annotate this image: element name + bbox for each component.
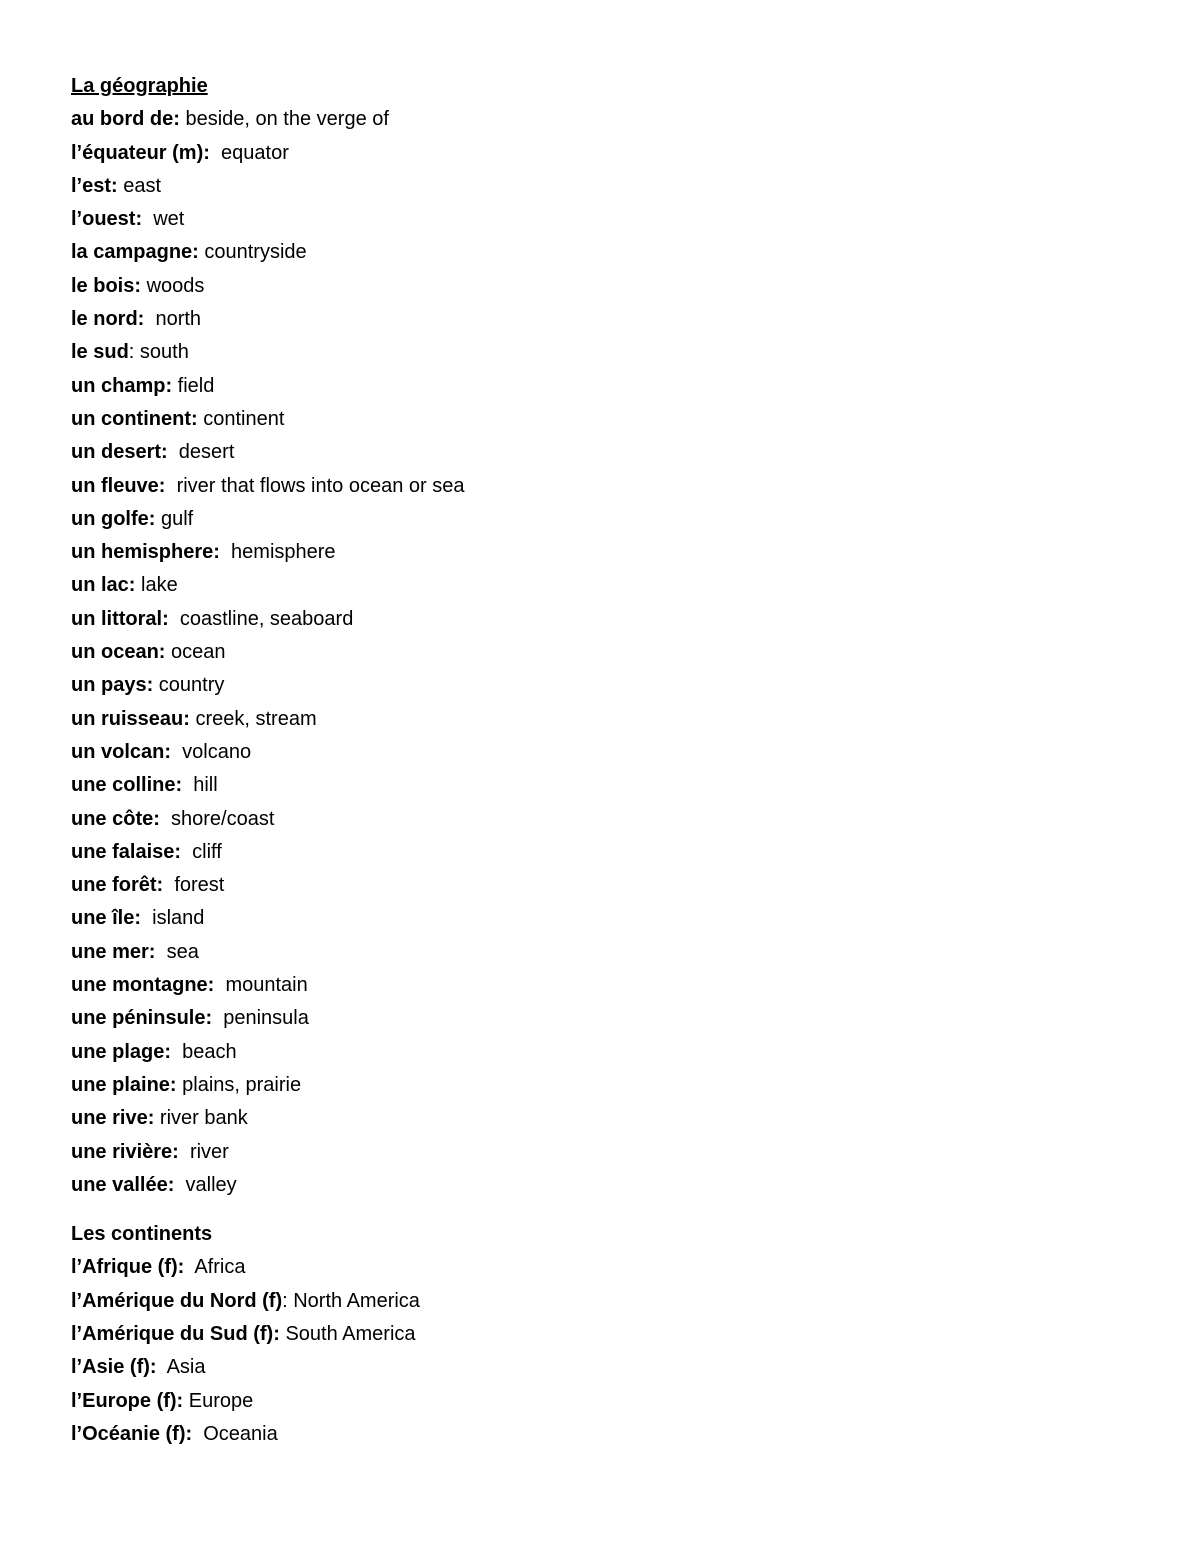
vocab-term: l’Afrique (f): [71, 1256, 185, 1279]
vocab-definition: wet [142, 208, 185, 231]
vocab-term: un golfe: [71, 507, 156, 530]
vocab-definition: Asia [156, 1356, 206, 1379]
vocab-term: un lac: [71, 574, 136, 597]
vocab-entry [71, 1418, 1131, 1451]
vocab-entry [71, 669, 1131, 702]
vocab-entry [71, 703, 1131, 736]
vocab-definition: creek, stream [189, 707, 317, 730]
section-spacer [71, 1202, 1131, 1218]
vocab-definition: Africa [184, 1256, 246, 1279]
vocab-term: une mer: [71, 940, 156, 963]
vocab-entry [71, 1385, 1131, 1418]
vocab-definition: island [141, 907, 205, 930]
vocab-definition: woods [141, 274, 205, 297]
vocab-definition: hemisphere [219, 541, 336, 564]
vocab-definition: field [172, 374, 215, 397]
vocab-term: une rivière: [71, 1140, 179, 1163]
vocab-term: l’Amérique du Nord (f) [71, 1289, 283, 1312]
vocab-entry [71, 1136, 1131, 1169]
vocab-definition: north [144, 308, 202, 331]
vocab-term: une rive: [71, 1107, 155, 1130]
vocab-entry [71, 902, 1131, 935]
vocab-definition: beach [171, 1040, 237, 1063]
vocab-term: une forêt: [71, 874, 164, 897]
vocab-term: un pays: [71, 674, 154, 697]
vocab-entry [71, 336, 1131, 369]
vocab-definition: east [117, 174, 162, 197]
vocab-entry [71, 236, 1131, 269]
vocab-term: l’Europe (f): [71, 1389, 184, 1412]
vocab-entry [71, 1351, 1131, 1384]
vocab-term: une vallée: [71, 1173, 175, 1196]
vocab-entry [71, 569, 1131, 602]
vocab-entry [71, 1002, 1131, 1035]
vocab-term: un ocean: [71, 641, 166, 664]
vocab-term: l’équateur (m): [71, 141, 210, 164]
vocab-entry [71, 137, 1131, 170]
vocab-entry [71, 1036, 1131, 1069]
vocab-term: l’est: [71, 174, 118, 197]
vocab-term: un fleuve: [71, 474, 166, 497]
vocab-definition: South America [279, 1322, 416, 1345]
vocab-definition: beside, on the verge of [179, 108, 389, 131]
vocab-entry [71, 503, 1131, 536]
vocab-definition: gulf [155, 507, 194, 530]
vocab-definition: : south [128, 341, 189, 364]
vocab-entry [71, 470, 1131, 503]
vocab-definition: sea [155, 940, 199, 963]
vocab-definition: volcano [171, 740, 252, 763]
vocab-term: une montagne: [71, 974, 215, 997]
vocab-definition: river [178, 1140, 229, 1163]
vocab-entry [71, 603, 1131, 636]
vocab-term: un champ: [71, 374, 173, 397]
document-page [71, 70, 1131, 1451]
vocab-definition: ocean [165, 641, 226, 664]
vocab-entry [71, 636, 1131, 669]
vocab-entry [71, 1285, 1131, 1318]
vocab-term: un hemisphere: [71, 541, 220, 564]
vocab-definition: shore/coast [159, 807, 275, 830]
vocab-entry [71, 303, 1131, 336]
vocab-entry [71, 203, 1131, 236]
vocab-term: un desert: [71, 441, 168, 464]
vocab-definition: Europe [183, 1389, 254, 1412]
vocab-term: la campagne: [71, 241, 199, 264]
vocab-entry [71, 270, 1131, 303]
vocab-definition: valley [174, 1173, 237, 1196]
vocab-term: une falaise: [71, 840, 182, 863]
vocab-entry [71, 769, 1131, 802]
vocab-definition: cliff [181, 840, 222, 863]
vocab-term: un littoral: [71, 607, 169, 630]
vocab-definition: river bank [154, 1107, 248, 1130]
vocab-definition: coastline, seaboard [168, 607, 354, 630]
vocab-term: un volcan: [71, 740, 172, 763]
vocab-definition: country [153, 674, 225, 697]
vocab-list-continents [71, 1251, 1131, 1451]
vocab-term: un ruisseau: [71, 707, 190, 730]
section-title-geographie: La géographie [71, 75, 208, 97]
vocab-entry [71, 370, 1131, 403]
vocab-entry [71, 1169, 1131, 1202]
vocab-definition: : North America [282, 1289, 420, 1312]
vocab-entry [71, 103, 1131, 136]
vocab-list-geographie [71, 103, 1131, 1202]
vocab-definition: countryside [198, 241, 307, 264]
vocab-entry [71, 1251, 1131, 1284]
vocab-term: une plaine: [71, 1073, 177, 1096]
vocab-entry [71, 836, 1131, 869]
vocab-term: le bois: [71, 274, 142, 297]
vocab-entry [71, 969, 1131, 1002]
vocab-term: un continent: [71, 407, 198, 430]
vocab-term: une plage: [71, 1040, 172, 1063]
vocab-entry [71, 936, 1131, 969]
vocab-entry [71, 1069, 1131, 1102]
vocab-definition: mountain [214, 974, 308, 997]
vocab-entry [71, 170, 1131, 203]
vocab-entry [71, 436, 1131, 469]
vocab-entry [71, 536, 1131, 569]
vocab-term: le nord: [71, 308, 145, 331]
vocab-term: une île: [71, 907, 142, 930]
vocab-entry [71, 736, 1131, 769]
vocab-definition: river that flows into ocean or sea [165, 474, 465, 497]
vocab-definition: peninsula [212, 1007, 309, 1030]
vocab-term: une colline: [71, 774, 183, 797]
vocab-definition: lake [135, 574, 178, 597]
vocab-term: l’Océanie (f): [71, 1422, 193, 1445]
vocab-term: au bord de: [71, 108, 180, 131]
vocab-term: l’Asie (f): [71, 1356, 157, 1379]
vocab-entry [71, 869, 1131, 902]
vocab-entry [71, 1318, 1131, 1351]
vocab-term: une péninsule: [71, 1007, 213, 1030]
vocab-definition: continent [197, 407, 285, 430]
vocab-entry [71, 803, 1131, 836]
vocab-term: le sud [71, 341, 129, 364]
vocab-term: l’Amérique du Sud (f): [71, 1322, 280, 1345]
vocab-definition: desert [167, 441, 235, 464]
vocab-term: l’ouest: [71, 208, 143, 231]
vocab-term: une côte: [71, 807, 160, 830]
vocab-definition: forest [163, 874, 225, 897]
vocab-definition: Oceania [192, 1422, 278, 1445]
vocab-definition: hill [182, 774, 218, 797]
vocab-definition: plains, prairie [176, 1073, 302, 1096]
vocab-entry [71, 403, 1131, 436]
vocab-definition: equator [209, 141, 289, 164]
vocab-entry [71, 1102, 1131, 1135]
section-title-continents: Les continents [71, 1223, 213, 1246]
